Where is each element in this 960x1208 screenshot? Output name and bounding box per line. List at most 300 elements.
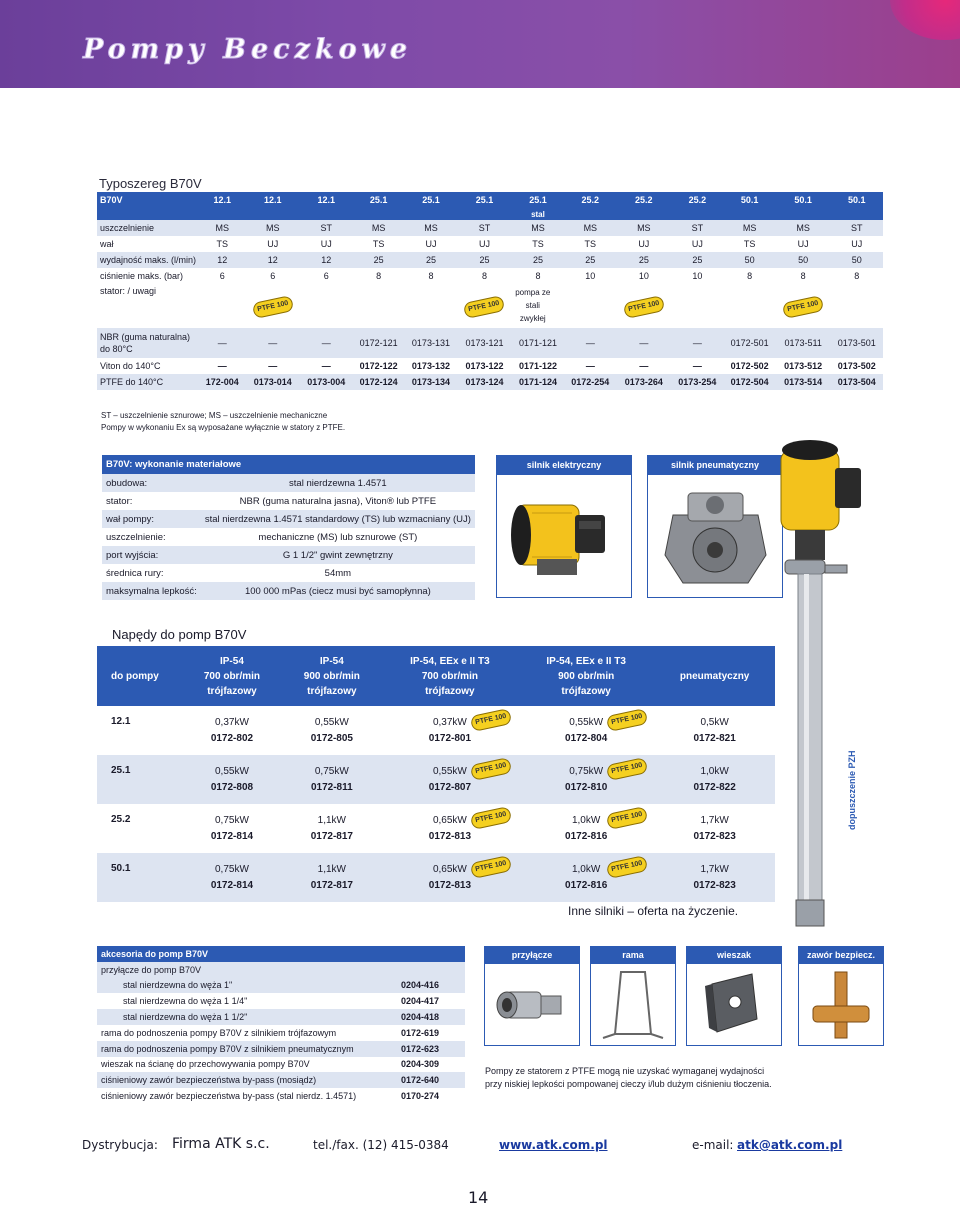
subheader-cell [671, 208, 723, 220]
drives-cell [282, 804, 382, 853]
drive-power: 0,55kW [314, 716, 349, 728]
drive-code: 0172-816 [565, 879, 608, 891]
drives-cell [518, 853, 654, 902]
drive-power: 0,37kW [432, 716, 467, 728]
note-seal-types: ST – uszczelnienie sznurowe; MS – uszczelnienie mechaniczne [101, 411, 328, 420]
drive-cell-content [565, 761, 644, 796]
pneumatic-motor-image [648, 475, 782, 597]
accessory-code: 0172-640 [401, 1075, 440, 1086]
footer-distribution-label: Dystrybucja: [82, 1138, 158, 1152]
code-cell: — [585, 361, 595, 371]
safety-valve-caption: zawór bezpiecz. [799, 947, 883, 964]
drive-cell-content [311, 764, 353, 796]
stator-cell [831, 284, 883, 328]
drives-cell [382, 804, 518, 853]
drive-power: 0,75kW [214, 814, 249, 826]
drives-header-cell [382, 646, 518, 706]
table-cell: 8 [535, 271, 541, 281]
table-cell: 50 [798, 255, 809, 265]
drives-header-line: IP-54 [219, 655, 244, 667]
code-cell: 0172-501 [730, 338, 769, 348]
accessory-name: rama do podnoszenia pompy B70V z silnikiem pneumatycznym [101, 1043, 354, 1054]
header-cell: 25.1 [475, 195, 494, 205]
code-cell: 0173-501 [837, 338, 876, 348]
page-header [0, 0, 960, 88]
subheader-cell [776, 208, 831, 220]
table-cell: MS [796, 223, 810, 233]
drive-cell-content [311, 862, 353, 894]
drive-power: 0,55kW [432, 765, 467, 777]
drive-power: 0,75kW [569, 765, 604, 777]
drive-power: 0,75kW [314, 765, 349, 777]
table-cell: 8 [428, 271, 434, 281]
table-cell: 25 [373, 255, 384, 265]
table-cell: 50 [744, 255, 755, 265]
accessory-name: rama do podnoszenia pompy B70V z silnikiem trójfazowym [101, 1027, 337, 1038]
drives-cell [518, 706, 654, 755]
frame-caption: rama [591, 947, 675, 964]
code-cell: 0173-131 [411, 338, 450, 348]
drives-row [97, 804, 775, 853]
accessory-row [97, 1088, 465, 1104]
ptfe-row [97, 374, 883, 390]
table-cell: TS [532, 239, 544, 249]
drive-cell-content [565, 712, 644, 747]
table-cell: 25 [638, 255, 649, 265]
drives-cell [382, 853, 518, 902]
table-cell: 25 [479, 255, 490, 265]
header-cell: 25.1 [529, 195, 547, 205]
row-label: uszczelnienie [100, 223, 155, 233]
drive-code: 0172-808 [210, 781, 254, 793]
subheader-cell [405, 208, 457, 220]
drive-power: 1,1kW [317, 863, 346, 875]
drive-code: 0172-823 [693, 879, 736, 891]
drives-cell [282, 853, 382, 902]
drives-header-line: trójfazowy [561, 685, 611, 697]
drives-header-cell [282, 646, 382, 706]
materials-row [102, 546, 475, 564]
ptfe-note-line2: przy niskiej lepkości pompowanej cieczy i/lub dużym ciśnieniu tłoczenia. [485, 1079, 772, 1089]
table-cell: 10 [692, 271, 703, 281]
table-cell: UJ [320, 239, 332, 249]
accessory-row [97, 993, 465, 1009]
drive-code: 0172-805 [310, 732, 353, 744]
table-cell: 8 [376, 271, 382, 281]
ptfe-badge: PTFE 100 [623, 295, 665, 319]
materials-row [102, 528, 475, 546]
electric-motor-caption: silnik elektryczny [497, 456, 631, 475]
table-cell: 10 [638, 271, 649, 281]
drive-code: 0172-811 [310, 781, 353, 793]
drives-header-line: trójfazowy [425, 685, 475, 697]
drive-code: 0172-802 [210, 732, 254, 744]
drive-cell-content [428, 712, 507, 747]
table-cell: ST [691, 223, 704, 233]
header-cell: 50.1 [740, 195, 759, 205]
materials-table [102, 455, 475, 600]
table-cell: TS [584, 239, 597, 249]
table-cell: UJ [478, 239, 490, 249]
drives-header-line: IP-54, EEx e II T3 [410, 655, 490, 667]
drives-row [97, 706, 775, 755]
drive-power: 0,37kW [214, 716, 249, 728]
ptfe-performance-note [485, 1065, 772, 1091]
code-cell: 0171-122 [518, 361, 557, 371]
series-table-title: Typoszereg B70V [99, 176, 202, 191]
materials-row [102, 474, 475, 492]
code-cell: 0173-121 [465, 338, 504, 348]
table-cell: MS [742, 223, 757, 233]
stator-label: stator: / uwagi [100, 286, 157, 296]
accessory-code: 0172-623 [401, 1043, 440, 1054]
accessories-table [97, 946, 465, 1104]
drives-header-cell [182, 646, 282, 706]
wall-hanger-photo [686, 946, 782, 1046]
code-cell: — [321, 338, 331, 348]
drives-header-row [97, 646, 775, 706]
table-cell: 25 [585, 255, 596, 265]
stator-row [97, 284, 883, 328]
connector-photo [484, 946, 580, 1046]
drive-cell-content [311, 715, 353, 747]
material-value: stal nierdzewna 1.4571 standardowy (TS) lub wzmacniany (UJ) [204, 513, 471, 525]
drive-code: 0172-801 [428, 732, 472, 744]
drive-cell-content [211, 813, 253, 845]
drive-cell-content [694, 764, 736, 796]
accessory-row [97, 1009, 465, 1025]
ptfe-badge: PTFE 100 [606, 806, 648, 830]
drive-code: 0172-821 [693, 732, 736, 744]
header-cell: 25.1 [369, 195, 388, 205]
code-cell: 0173-004 [307, 377, 346, 387]
header-cell: B70V [100, 195, 123, 205]
table-cell: UJ [638, 239, 650, 249]
table-cell: 8 [800, 271, 806, 281]
drive-power: 1,0kW [700, 765, 729, 777]
ptfe-badge: PTFE 100 [470, 708, 512, 732]
stator-cell [512, 284, 564, 328]
drive-code: 0172-807 [428, 781, 472, 793]
drives-cell [654, 804, 775, 853]
accessory-name: ciśnieniowy zawór bezpieczeństwa by-pass (stal nierdz. 1.4571) [101, 1091, 357, 1102]
stator-cell [405, 284, 457, 328]
row-label: ciśnienie maks. (bar) [100, 271, 184, 281]
drive-code: 0172-814 [210, 830, 254, 842]
drive-code: 0172-817 [310, 830, 353, 842]
drives-row [97, 853, 775, 902]
note-ex-version: Pompy w wykonaniu Ex są wyposażane wyłącznie w statory z PTFE. [101, 423, 346, 432]
subheader-cell: stal [531, 209, 545, 219]
table-cell: 12 [217, 255, 228, 265]
materials-row [102, 492, 475, 510]
material-label: obudowa: [106, 477, 148, 489]
subheader-cell [352, 208, 404, 220]
subheader-cell [724, 208, 776, 220]
pneumatic-motor-photo [647, 455, 783, 598]
ptfe-badge: PTFE 100 [463, 295, 505, 319]
accessory-code: 0172-619 [401, 1027, 440, 1038]
code-cell: 0173-124 [465, 377, 504, 387]
stator-cell [199, 284, 245, 328]
stator-cell [671, 284, 723, 328]
stator-cell [724, 284, 776, 328]
table-cell: MS [371, 223, 386, 233]
accessory-name: stal nierdzewna do węża 1" [123, 980, 233, 991]
table-cell: 10 [585, 271, 596, 281]
code-cell: 0172-504 [730, 377, 769, 387]
subheader-cell [199, 208, 245, 220]
material-label: stator: [106, 495, 133, 507]
drives-header-line: IP-54, EEx e II T3 [546, 655, 626, 667]
drive-cell-content [428, 859, 507, 894]
table-cell: UJ [691, 239, 703, 249]
accessory-name: stal nierdzewna do węża 1 1/4" [123, 996, 248, 1007]
drives-cell [382, 706, 518, 755]
drive-power: 0,75kW [214, 863, 249, 875]
code-cell: 0172-254 [571, 377, 610, 387]
drives-cell [182, 804, 282, 853]
ptfe-badge: PTFE 100 [606, 855, 648, 879]
table-cell: MS [637, 223, 651, 233]
drives-header-line: 900 obr/min [303, 670, 360, 682]
code-cell: — [217, 338, 227, 348]
drive-code: 0172-804 [565, 732, 608, 744]
accessory-row [97, 1057, 465, 1073]
table-cell: 25 [425, 255, 436, 265]
pzh-approval-label: dopuszczenie PZH [847, 750, 857, 830]
footer-email-label: e-mail: [692, 1138, 734, 1152]
table-cell: ST [851, 223, 863, 233]
safety-valve-image [799, 964, 883, 1046]
drives-header-line: trójfazowy [207, 685, 257, 697]
drive-code: 0172-813 [428, 830, 472, 842]
stator-cell [616, 284, 671, 328]
code-cell: 0173-504 [837, 377, 876, 387]
row-label: Viton do 140°C [100, 361, 161, 371]
drives-cell [382, 755, 518, 804]
drives-row [97, 755, 775, 804]
drive-cell-content [565, 859, 644, 894]
drives-pump-size: 12.1 [111, 716, 131, 727]
accessory-code: 0204-416 [401, 980, 440, 991]
table-cell: 6 [323, 271, 329, 281]
code-cell: — [585, 338, 595, 348]
stator-cell [776, 284, 831, 328]
drive-cell-content [694, 813, 736, 845]
material-value: 54mm [324, 567, 352, 579]
material-label: maksymalna lepkość: [106, 585, 197, 597]
drives-header-line: trójfazowy [307, 685, 357, 697]
drives-header-line: 700 obr/min [421, 670, 478, 682]
table-cell: MS [215, 223, 229, 233]
accessory-row [97, 1072, 465, 1088]
accessory-name: ciśnieniowy zawór bezpieczeństwa by-pass (mosiądz) [101, 1075, 317, 1086]
drive-cell-content [211, 715, 253, 747]
drive-cell-content [565, 810, 644, 845]
code-cell: 0172-122 [359, 361, 398, 371]
drive-power: 1,0kW [571, 863, 601, 875]
safety-valve-photo [798, 946, 884, 1046]
code-cell: — [268, 338, 278, 348]
series-table-notes [101, 410, 345, 434]
subheader-cell [245, 208, 300, 220]
electric-motor-photo [496, 455, 632, 598]
drive-code: 0172-810 [565, 781, 608, 793]
accessories-subtitle: przyłącze do pomp B70V [101, 964, 202, 975]
drives-header-cell [97, 646, 182, 706]
table-cell: MS [266, 223, 280, 233]
stator-cell [352, 284, 404, 328]
code-cell: 0173-511 [784, 338, 822, 348]
electric-motor-image [497, 475, 631, 597]
material-label: średnica rury: [106, 567, 164, 579]
drives-header-line: pneumatyczny [679, 670, 750, 682]
accessory-row [97, 1025, 465, 1041]
nbr-row [97, 328, 883, 358]
subheader-cell [97, 208, 199, 220]
drive-code: 0172-822 [693, 781, 736, 793]
drives-cell [518, 804, 654, 853]
frame-image [591, 964, 675, 1046]
table-cell: 6 [270, 271, 276, 281]
series-table [97, 192, 883, 390]
drive-power: 0,55kW [214, 765, 249, 777]
stator-cell [300, 284, 352, 328]
table-cell: 6 [219, 271, 225, 281]
code-cell: 0172-121 [359, 338, 398, 348]
material-value: 100 000 mPas (ciecz musi być samopłynna) [244, 585, 431, 597]
row-label: PTFE do 140°C [100, 377, 164, 387]
stator-cell [245, 284, 300, 328]
code-cell: 0173-122 [465, 361, 504, 371]
table-cell: 12 [321, 255, 332, 265]
drives-pump-size: 25.2 [111, 814, 131, 825]
table-row [97, 268, 883, 284]
drive-power: 0,65kW [432, 863, 467, 875]
header-cell: 12.1 [213, 195, 231, 205]
accessories-title: akcesoria do pomp B70V [101, 948, 209, 959]
stator-steel-note: pompa ze stali zwykłej [515, 288, 551, 323]
table-cell: 8 [854, 271, 860, 281]
code-cell: 0173-254 [678, 377, 717, 387]
drives-table [97, 646, 775, 902]
subheader-cell [300, 208, 352, 220]
table-cell: UJ [267, 239, 279, 249]
drives-cell [518, 755, 654, 804]
accessory-code: 0170-274 [401, 1091, 440, 1102]
page-footer [82, 1138, 882, 1158]
ptfe-badge: PTFE 100 [252, 295, 294, 319]
footer-company: Firma ATK s.c. [172, 1136, 270, 1152]
code-cell: 0173-512 [784, 361, 823, 371]
drives-cell [182, 706, 282, 755]
materials-title: B70V: wykonanie materiałowe [106, 459, 242, 470]
header-cell: 25.2 [688, 195, 707, 205]
header-cell: 50.1 [847, 195, 866, 205]
code-cell: 0173-014 [253, 377, 292, 387]
accessory-code: 0204-418 [401, 1012, 440, 1023]
table-row [97, 252, 883, 268]
drive-code: 0172-817 [310, 879, 353, 891]
drives-cell [282, 706, 382, 755]
table-cell: TS [216, 239, 228, 249]
code-cell: 0173-264 [624, 377, 663, 387]
footer-email-link[interactable]: atk@atk.com.pl [737, 1138, 843, 1152]
other-motors-note: Inne silniki – oferta na życzenie. [568, 904, 739, 918]
ptfe-badge: PTFE 100 [606, 708, 648, 732]
table-cell: 12 [267, 255, 278, 265]
header-cell: 12.1 [263, 195, 282, 205]
drives-header-cell [654, 646, 775, 706]
material-value: mechaniczne (MS) lub sznurowe (ST) [258, 531, 418, 543]
header-accent [890, 0, 960, 40]
header-cell: 25.2 [581, 195, 600, 205]
code-cell: 172-004 [205, 377, 239, 387]
table-cell: 8 [747, 271, 753, 281]
ptfe-badge: PTFE 100 [782, 295, 824, 319]
drives-cell [182, 755, 282, 804]
table-cell: UJ [425, 239, 437, 249]
drive-power: 1,7kW [700, 863, 729, 875]
footer-website-link[interactable]: www.atk.com.pl [499, 1138, 608, 1152]
code-cell: — [639, 361, 649, 371]
page-number: 14 [468, 1188, 489, 1207]
table-cell: TS [743, 239, 756, 249]
ptfe-badge: PTFE 100 [470, 806, 512, 830]
material-label: wał pompy: [106, 513, 155, 525]
subheader-cell [564, 208, 616, 220]
wall-hanger-caption: wieszak [687, 947, 781, 964]
code-cell: 0171-121 [518, 338, 557, 348]
accessory-row [97, 1041, 465, 1057]
table-cell: 25 [692, 255, 703, 265]
material-label: uszczelnienie: [106, 531, 166, 543]
table-cell: UJ [797, 239, 809, 249]
accessory-code: 0204-309 [401, 1059, 440, 1070]
row-label: NBR (guma naturalna) do 80°C [100, 332, 191, 354]
code-cell: — [692, 361, 702, 371]
table-cell: 25 [532, 255, 543, 265]
code-cell: 0171-124 [518, 377, 557, 387]
pump-photo [775, 430, 870, 930]
wall-hanger-image [687, 964, 781, 1046]
ptfe-badge: PTFE 100 [470, 855, 512, 879]
drives-cell [654, 853, 775, 902]
drives-pump-size: 25.1 [111, 765, 131, 776]
drive-code: 0172-814 [210, 879, 254, 891]
code-cell: — [268, 361, 278, 371]
header-cell: 25.2 [635, 195, 653, 205]
drive-power: 0,65kW [432, 814, 467, 826]
drives-pump-size: 50.1 [111, 863, 131, 874]
drive-cell-content [694, 715, 736, 747]
ptfe-badge: PTFE 100 [470, 757, 512, 781]
drive-power: 0,55kW [569, 716, 604, 728]
material-value: NBR (guma naturalna jasna), Viton® lub PTFE [239, 495, 437, 507]
frame-photo [590, 946, 676, 1046]
drive-cell-content [311, 813, 353, 845]
code-cell: 0172-124 [359, 377, 398, 387]
footer-phone: tel./fax. (12) 415-0384 [313, 1138, 449, 1152]
accessory-row [97, 978, 465, 994]
header-cell: 12.1 [317, 195, 336, 205]
header-cell: 50.1 [794, 195, 812, 205]
ptfe-badge: PTFE 100 [606, 757, 648, 781]
table-cell: UJ [851, 239, 863, 249]
code-cell: — [692, 338, 702, 348]
drive-cell-content [211, 862, 253, 894]
